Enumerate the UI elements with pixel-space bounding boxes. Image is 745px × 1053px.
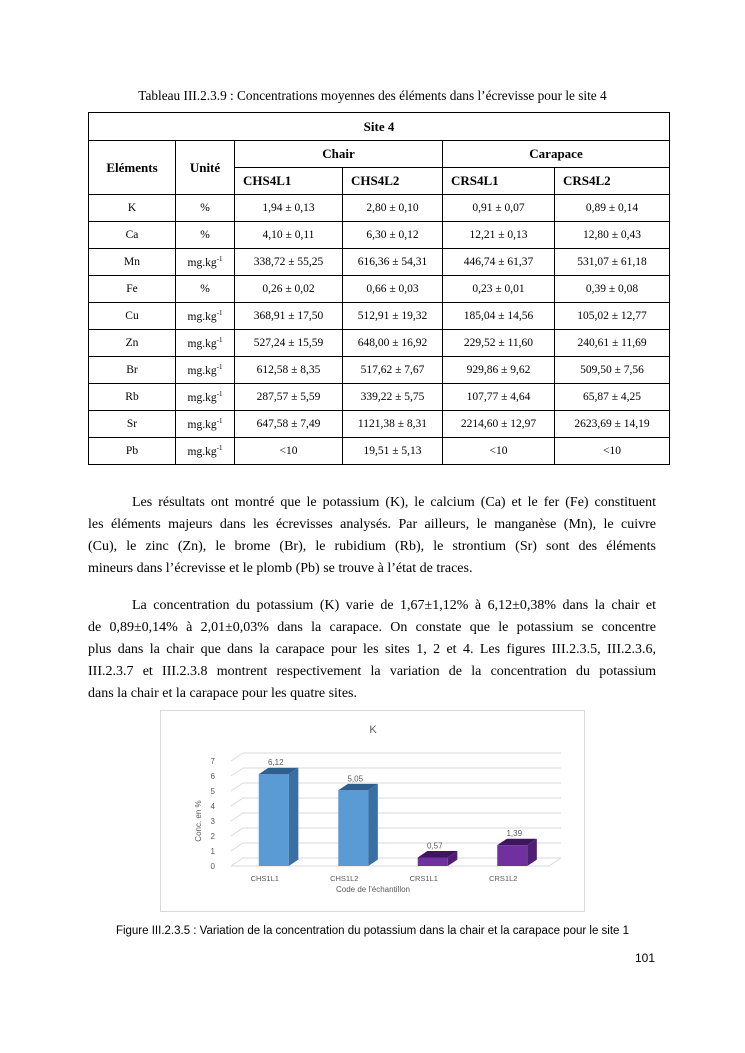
sample-header: CHS4L1	[235, 168, 343, 195]
value-cell: 612,58 ± 8,35	[235, 357, 343, 384]
unit-header: Unité	[176, 141, 235, 195]
value-cell: 0,26 ± 0,02	[235, 276, 343, 303]
value-cell: 105,02 ± 12,77	[555, 303, 670, 330]
value-cell: 929,86 ± 9,62	[443, 357, 555, 384]
paragraph-line: La concentration du potassium (K) varie de 1,67±1,12% à 6,12±0,38% dans la chair et	[132, 598, 656, 613]
elements-header: Eléments	[89, 141, 176, 195]
unit-superscript: -1	[216, 309, 223, 318]
value-cell: 6,30 ± 0,12	[343, 222, 443, 249]
y-tick-label: 6	[210, 772, 215, 781]
value-cell: 0,39 ± 0,08	[555, 276, 670, 303]
data-label: 1,39	[506, 829, 523, 839]
element-cell: Fe	[89, 276, 176, 303]
data-label: 0,57	[426, 841, 443, 851]
unit-text: mg.kg	[187, 337, 217, 350]
sample-header: CHS4L2	[343, 168, 443, 195]
bar-front	[259, 774, 289, 866]
sample-header: CRS4L2	[555, 168, 670, 195]
value-cell: 0,66 ± 0,03	[343, 276, 443, 303]
bar-side	[368, 784, 378, 866]
unit-cell	[176, 249, 235, 276]
unit-text: mg.kg	[187, 364, 217, 377]
x-tick-label: CRS1L1	[409, 874, 438, 883]
value-cell: 648,00 ± 16,92	[343, 330, 443, 357]
element-cell: Ca	[89, 222, 176, 249]
results-paragraph	[88, 492, 656, 580]
grid-line	[231, 753, 243, 761]
value-cell: 229,52 ± 11,60	[443, 330, 555, 357]
y-axis-label: Conc. en %	[194, 800, 203, 842]
value-cell: 4,10 ± 0,11	[235, 222, 343, 249]
value-cell: 240,61 ± 11,69	[555, 330, 670, 357]
data-label: 5,05	[347, 774, 364, 784]
data-label: 6,12	[267, 758, 284, 768]
value-cell: 647,58 ± 7,49	[235, 411, 343, 438]
value-cell: 0,91 ± 0,07	[443, 195, 555, 222]
grid-line	[231, 798, 243, 806]
element-cell: K	[89, 195, 176, 222]
table-row	[89, 438, 670, 465]
unit-superscript: -1	[216, 336, 223, 345]
unit-superscript: -1	[216, 444, 223, 453]
sample-header: CRS4L1	[443, 168, 555, 195]
y-tick-label: 0	[210, 862, 215, 871]
value-cell: 2623,69 ± 14,19	[555, 411, 670, 438]
unit-superscript: -1	[216, 417, 223, 426]
table-caption: Tableau III.2.3.9 : Concentrations moyennes des éléments dans l’écrevisse pour le site 4	[138, 88, 607, 103]
table-row	[89, 330, 670, 357]
value-cell: 517,62 ± 7,67	[343, 357, 443, 384]
table-row	[89, 411, 670, 438]
element-cell: Mn	[89, 249, 176, 276]
paragraph-line: Les résultats ont montré que le potassium (K), le calcium (Ca) et le fer (Fe) constituent	[132, 495, 656, 510]
unit-cell	[176, 222, 235, 249]
unit-text: mg.kg	[187, 310, 217, 323]
table-row	[89, 384, 670, 411]
value-cell: 368,91 ± 17,50	[235, 303, 343, 330]
x-axis-label: Code de l'échantillon	[335, 885, 411, 894]
value-cell: 509,50 ± 7,56	[555, 357, 670, 384]
value-cell: 0,89 ± 0,14	[555, 195, 670, 222]
chair-group-header: Chair	[235, 141, 443, 168]
value-cell: 185,04 ± 14,56	[443, 303, 555, 330]
value-cell: <10	[443, 438, 555, 465]
table-row	[89, 195, 670, 222]
unit-text: mg.kg	[187, 391, 217, 404]
grid-line	[231, 783, 243, 791]
unit-cell	[176, 330, 235, 357]
paragraph-line: III.2.3.7 et III.2.3.8 montrent respectivement la variation de la concentration du potassium	[88, 664, 656, 679]
element-cell: Zn	[89, 330, 176, 357]
table-row	[89, 276, 670, 303]
paragraph-line: plus dans la chair que dans la carapace pour les sites 1, 2 et 4. Les figures III.2.3.5, III.2.3.6,	[88, 642, 656, 657]
paragraph-line: mineurs dans l’écrevisse et le plomb (Pb) se trouve à l’état de traces.	[88, 561, 473, 576]
y-tick-label: 7	[210, 757, 215, 766]
unit-cell	[176, 384, 235, 411]
unit-text: %	[200, 202, 210, 214]
unit-superscript: -1	[216, 255, 223, 264]
value-cell: 1,94 ± 0,13	[235, 195, 343, 222]
carapace-group-header: Carapace	[443, 141, 670, 168]
table-row	[89, 249, 670, 276]
value-cell: 531,07 ± 61,18	[555, 249, 670, 276]
potassium-paragraph	[88, 595, 656, 705]
floor-line	[549, 858, 561, 866]
unit-cell	[176, 303, 235, 330]
value-cell: 446,74 ± 61,37	[443, 249, 555, 276]
y-tick-label: 4	[210, 802, 215, 811]
element-cell: Pb	[89, 438, 176, 465]
paragraph-line: (Cu), le zinc (Zn), le brome (Br), le rubidium (Rb), le strontium (Sr) sont des éléments	[88, 539, 656, 554]
element-cell: Sr	[89, 411, 176, 438]
value-cell: 0,23 ± 0,01	[443, 276, 555, 303]
value-cell: 65,87 ± 4,25	[555, 384, 670, 411]
x-tick-label: CRS1L2	[489, 874, 518, 883]
unit-cell	[176, 411, 235, 438]
page-number: 101	[634, 951, 655, 965]
grid-line	[231, 858, 243, 866]
grid-line	[231, 768, 243, 776]
grid-line	[231, 843, 243, 851]
value-cell: 339,22 ± 5,75	[343, 384, 443, 411]
table-row	[89, 303, 670, 330]
value-cell: <10	[555, 438, 670, 465]
value-cell: 12,80 ± 0,43	[555, 222, 670, 249]
chart-title: K	[369, 724, 377, 736]
unit-superscript: -1	[216, 390, 223, 399]
unit-text: mg.kg	[187, 418, 217, 431]
value-cell: 1121,38 ± 8,31	[343, 411, 443, 438]
value-cell: 338,72 ± 55,25	[235, 249, 343, 276]
unit-superscript: -1	[216, 363, 223, 372]
concentration-table	[88, 112, 670, 465]
y-tick-label: 2	[210, 832, 215, 841]
potassium-chart	[160, 710, 585, 912]
x-tick-label: CHS1L2	[330, 874, 359, 883]
unit-text: mg.kg	[187, 256, 217, 269]
element-cell: Rb	[89, 384, 176, 411]
value-cell: 19,51 ± 5,13	[343, 438, 443, 465]
grid-line	[231, 813, 243, 821]
y-tick-label: 5	[210, 787, 215, 796]
unit-text: %	[200, 229, 210, 241]
value-cell: <10	[235, 438, 343, 465]
table-row	[89, 222, 670, 249]
chart-canvas	[161, 711, 584, 911]
unit-cell	[176, 276, 235, 303]
unit-cell	[176, 195, 235, 222]
value-cell: 2,80 ± 0,10	[343, 195, 443, 222]
y-tick-label: 1	[210, 847, 215, 856]
value-cell: 2214,60 ± 12,97	[443, 411, 555, 438]
value-cell: 616,36 ± 54,31	[343, 249, 443, 276]
table-row	[89, 357, 670, 384]
paragraph-line: de 0,89±0,14% à 2,01±0,03% dans la carapace. On constate que le potassium se concentre	[88, 620, 656, 635]
bar-front	[497, 845, 527, 866]
element-cell: Cu	[89, 303, 176, 330]
paragraph-line: dans la chair et la carapace pour les quatre sites.	[88, 686, 357, 701]
value-cell: 527,24 ± 15,59	[235, 330, 343, 357]
value-cell: 12,21 ± 0,13	[443, 222, 555, 249]
unit-text: mg.kg	[187, 445, 217, 458]
grid-line	[231, 828, 243, 836]
bar-front	[418, 857, 448, 866]
value-cell: 512,91 ± 19,32	[343, 303, 443, 330]
y-tick-label: 3	[210, 817, 215, 826]
unit-text: %	[200, 283, 210, 295]
unit-cell	[176, 438, 235, 465]
element-cell: Br	[89, 357, 176, 384]
value-cell: 107,77 ± 4,64	[443, 384, 555, 411]
bar-side	[289, 768, 299, 866]
unit-cell	[176, 357, 235, 384]
x-tick-label: CHS1L1	[250, 874, 279, 883]
site-header: Site 4	[89, 113, 670, 141]
bar-front	[338, 790, 368, 866]
value-cell: 287,57 ± 5,59	[235, 384, 343, 411]
paragraph-line: les éléments majeurs dans les écrevisses analysés. Par ailleurs, le manganèse (Mn), le cuivre	[88, 517, 656, 532]
figure-caption: Figure III.2.3.5 : Variation de la concentration du potassium dans la chair et la carapace pour le site 1	[115, 925, 630, 937]
